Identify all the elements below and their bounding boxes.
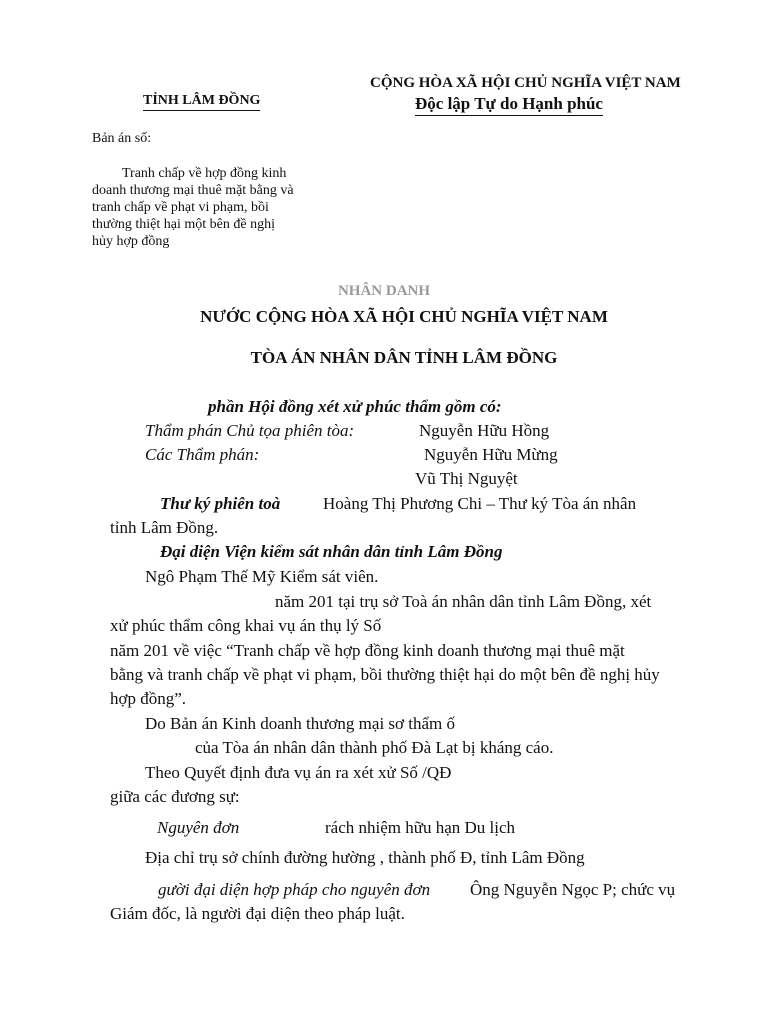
body-line: Do Bản án Kinh doanh thương mại sơ thẩm ố [145,714,456,733]
body-line: năm 201 tại trụ sở Toà án nhân dân tỉnh Lâm Đồng, xét [275,592,652,611]
presiding-judge-name: Nguyễn Hữu Hồng [419,421,550,440]
plaintiff-address: Địa chỉ trụ sở chính đường hường , thành phố Đ, tỉnh Lâm Đồng [145,848,585,867]
judges-label: Các Thẩm phán: [145,445,260,464]
procuracy-label: Đại diện Viện kiểm sát nhân dân tỉnh Lâm Đồng [160,542,503,561]
judge-name: Vũ Thị Nguyệt [415,469,518,488]
representative-label: gười đại diện hợp pháp cho nguyên đơn [158,880,431,899]
body-line: hợp đồng”. [110,689,187,708]
plaintiff-label: Nguyên đơn [157,818,240,837]
body-line: của Tòa án nhân dân thành phố Đà Lạt bị kháng cáo. [195,738,554,757]
summary-line: tranh chấp về phạt vi phạm, bồi [92,200,269,215]
judge-name: Nguyễn Hữu Mừng [424,445,558,464]
in-the-name-heading: NHÂN DANH [337,283,431,299]
plaintiff-name: rách nhiệm hữu hạn Du lịch [325,818,516,837]
panel-heading: phần Hội đồng xét xử phúc thẩm gồm có: [208,397,502,416]
national-title: CỘNG HÒA XÃ HỘI CHỦ NGHĨA VIỆT NAM [370,75,681,91]
summary-line: hủy hợp đồng [92,234,170,249]
body-line: Theo Quyết định đưa vụ án ra xét xử Số /QĐ [145,763,452,782]
summary-line: Tranh chấp về hợp đồng kinh [122,166,287,181]
presiding-judge-label: Thẩm phán Chủ tọa phiên tòa: [145,421,355,440]
court-heading: TÒA ÁN NHÂN DÂN TỈNH LÂM ĐỒNG [250,348,558,367]
national-motto: Độc lập Tự do Hạnh phúc [415,94,603,116]
representative-continued: Giám đốc, là người đại diện theo pháp luật. [110,904,405,923]
body-line: giữa các đương sự: [110,787,240,806]
procurator-name: Ngô Phạm Thế Mỹ Kiểm sát viên. [145,567,379,586]
clerk-name: Hoàng Thị Phương Chi – Thư ký Tòa án nhân [323,494,637,513]
body-line: xử phúc thẩm công khai vụ án thụ lý Số [110,616,382,635]
body-line: năm 201 về việc “Tranh chấp về hợp đồng kinh doanh thương mại thuê mặt [110,641,625,660]
clerk-continued: tỉnh Lâm Đồng. [110,518,219,537]
summary-line: doanh thương mại thuê mặt bằng và [92,183,294,198]
body-line: bằng và tranh chấp về phạt vi phạm, bồi thường thiệt hại do một bên đề nghị hủy [110,665,660,684]
province-name: TỈNH LÂM ĐỒNG [143,93,260,111]
judgment-number-label: Bản án số: [92,131,152,146]
summary-line: thường thiệt hại một bên đề nghị [92,217,275,232]
representative-name: Ông Nguyễn Ngọc P; chức vụ [470,880,676,899]
nation-heading: NƯỚC CỘNG HÒA XÃ HỘI CHỦ NGHĨA VIỆT NAM [200,307,608,326]
clerk-label: Thư ký phiên toà [160,494,281,513]
